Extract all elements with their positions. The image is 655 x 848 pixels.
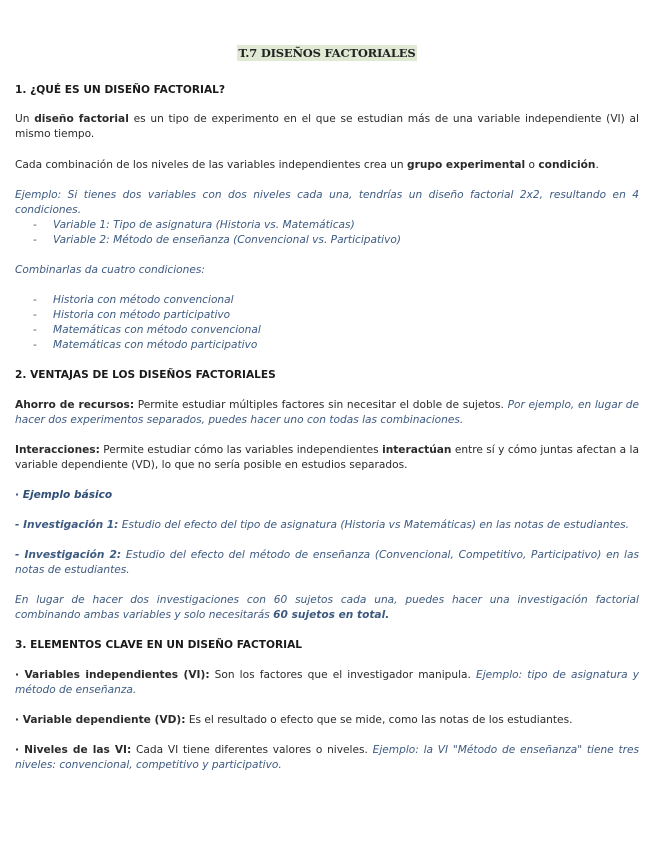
list-item [33,308,633,323]
text: Cada VI tiene diferentes valores o niveles. [131,744,373,756]
bold-term: · Variables independientes (VI): [15,669,210,681]
bold-term: Interacciones: [15,444,100,456]
list-item [33,338,633,353]
s2-summary [15,593,639,623]
s1-combine-text: Combinarlas da cuatro condiciones: [15,264,205,276]
section-1-heading: 1. ¿QUÉ ES UN DISEÑO FACTORIAL? [15,84,226,96]
document-title [15,46,639,64]
document-page [15,0,639,771]
example-text: Ejemplo: la VI "Método de enseñanza" tiene tres niveles: convencional, competitivo y participativo. [15,744,639,771]
bold-term: diseño factorial [34,113,129,125]
text: En lugar de hacer dos investigaciones con 60 sujetos cada una, puedes hacer una investigación factorial combinando ambas variables y solo necesitarás [15,594,639,621]
list-item-text: Variable 1: Tipo de asignatura (Historia vs. Matemáticas) [53,219,355,231]
s2-ahorro [15,398,639,428]
text: es un tipo de experimento en el que se estudian más de una variable independiente (VI) al mismo tiempo. [15,113,639,140]
text: Cada combinación de los niveles de las variables independientes crea un [15,159,408,171]
bold-term: - Investigación 1: [15,519,119,531]
list-item-text: Historia con método participativo [53,309,231,321]
s2-basic-example-label: · Ejemplo básico [15,489,113,501]
dash-bullet: - [33,339,37,351]
dash-bullet: - [33,309,37,321]
section-3-heading: 3. ELEMENTOS CLAVE EN UN DISEÑO FACTORIAL [15,639,303,651]
variables-list [33,218,633,248]
text: Es el resultado o efecto que se mide, como las notas de los estudiantes. [185,714,573,726]
s2-investigacion-2 [15,548,639,578]
bold-term: condición [538,159,596,171]
text: Estudio del efecto del tipo de asignatura (Historia vs Matemáticas) en las notas de estudiantes. [118,519,629,531]
bold-term: 60 sujetos en total. [273,609,390,621]
s2-investigacion-1 [15,518,639,533]
list-item-text: Matemáticas con método convencional [53,324,261,336]
list-item [33,293,633,308]
section-2-heading: 2. VENTAJAS DE LOS DISEÑOS FACTORIALES [15,369,276,381]
s3-niveles [15,743,639,773]
s1-example: Ejemplo: Si tienes dos variables con dos niveles cada una, tendrías un diseño factorial 2x2, resultando en 4 condiciones. [15,189,639,216]
bold-term: Ahorro de recursos: [15,399,135,411]
bold-term: interactúan [382,444,452,456]
dash-bullet: - [33,234,37,246]
example-text: Por ejemplo, en lugar de hacer dos experimentos separados, puedes hacer uno con todas las combinaciones. [15,399,639,426]
bold-term: · Niveles de las VI: [15,744,132,756]
s3-vi [15,668,639,698]
title-text: T.7 DISEÑOS FACTORIALES [238,46,416,60]
text: . [595,159,599,171]
text: Un [15,113,35,125]
text: Estudio del efecto del método de enseñanza (Convencional, Competitivo, Participativo) en las notas de estudiantes. [15,549,639,576]
list-item-text: Matemáticas con método participativo [53,339,258,351]
text: o [525,159,539,171]
text: Permite estudiar cómo las variables independientes [99,444,383,456]
dash-bullet: - [33,324,37,336]
text: Permite estudiar múltiples factores sin necesitar el doble de sujetos. [134,399,508,411]
text: Son los factores que el investigador manipula. [209,669,476,681]
bold-term: grupo experimental [407,159,526,171]
dash-bullet: - [33,294,37,306]
example-text: Ejemplo: tipo de asignatura y método de enseñanza. [15,669,639,696]
s3-vd [15,713,639,728]
list-item [33,323,633,338]
bold-term: - Investigación 2: [15,549,122,561]
list-item [33,218,633,233]
list-item [33,233,633,248]
dash-bullet: - [33,219,37,231]
s1-definition [15,112,639,142]
bold-term: · Variable dependiente (VD): [15,714,186,726]
s2-interacciones [15,443,639,473]
text: entre sí y cómo juntas afectan a la variable dependiente (VD), lo que no sería posible en estudios separados. [15,444,639,471]
conditions-list [33,293,633,353]
list-item-text: Historia con método convencional [53,294,234,306]
list-item-text: Variable 2: Método de enseñanza (Convencional vs. Participativo) [53,234,401,246]
s1-combination [15,158,639,173]
